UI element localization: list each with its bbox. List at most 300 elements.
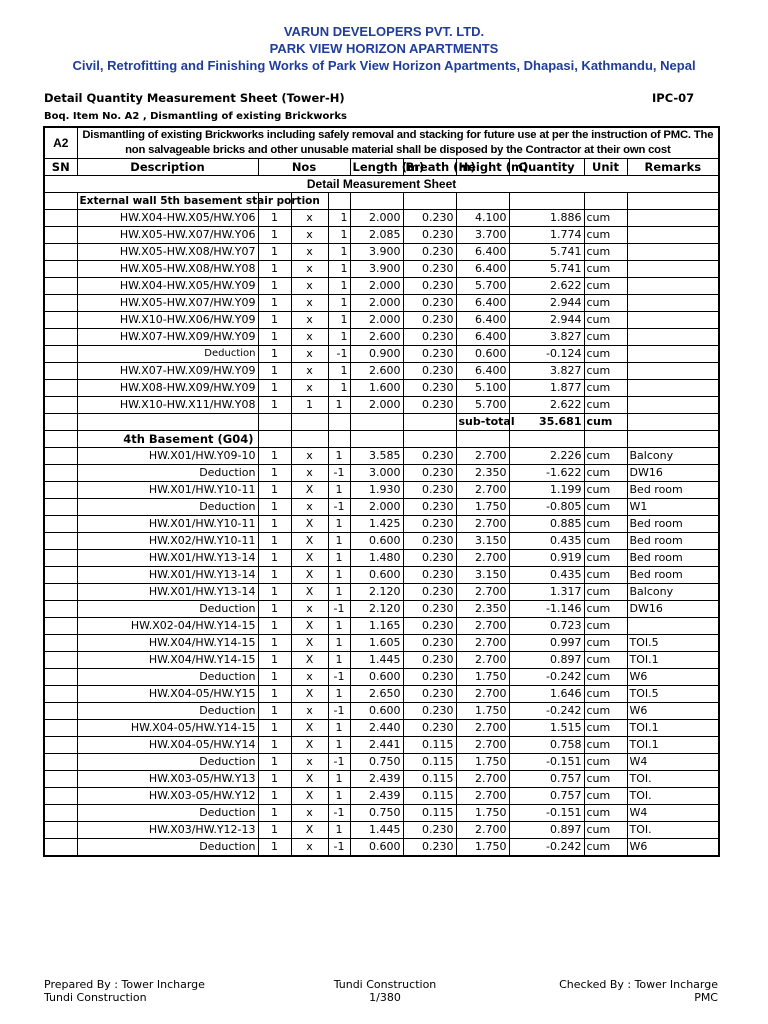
breath-value: 0.230 [403,295,456,312]
empty-cell [456,193,509,210]
nos-multiplier: 1 [328,329,350,346]
table-row [44,839,719,857]
nos-operator: X [291,618,328,635]
quantity-value: 0.757 [509,788,584,805]
col-unit: Unit [584,159,627,176]
company-name: VARUN DEVELOPERS PVT. LTD. [283,24,485,39]
breath-value: 0.230 [403,652,456,669]
table-row [44,686,719,703]
nos-count: 1 [258,465,291,482]
table-row [44,788,719,805]
row-description: Deduction [77,669,258,686]
unit-value: cum [584,278,627,295]
nos-multiplier: 1 [328,482,350,499]
quantity-value: 0.757 [509,771,584,788]
nos-count: 1 [258,754,291,771]
quantity-value: 3.827 [509,363,584,380]
breath-value: 0.115 [403,788,456,805]
nos-operator: X [291,737,328,754]
nos-multiplier: -1 [328,669,350,686]
length-value: 2.600 [350,329,403,346]
length-value: 1.165 [350,618,403,635]
checked-by: Checked By : Tower Incharge [559,978,718,991]
table-row [44,448,719,465]
length-value: 1.425 [350,516,403,533]
breath-value: 0.230 [403,516,456,533]
breath-value: 0.230 [403,363,456,380]
quantity-value: 0.435 [509,567,584,584]
table-row [44,720,719,737]
breath-value: 0.230 [403,278,456,295]
sn-cell [44,329,77,346]
height-value: 5.700 [456,278,509,295]
row-description: HW.X04-05/HW.Y14 [77,737,258,754]
nos-count: 1 [258,669,291,686]
nos-operator: x [291,346,328,363]
breath-value: 0.230 [403,567,456,584]
breath-value: 0.230 [403,380,456,397]
checked-by-block [540,978,718,1004]
quantity-value: 1.774 [509,227,584,244]
height-value: 2.700 [456,635,509,652]
table-row [44,244,719,261]
nos-multiplier: 1 [328,210,350,227]
unit-value: cum [584,312,627,329]
unit-value: cum [584,295,627,312]
nos-operator: x [291,465,328,482]
nos-multiplier: 1 [328,516,350,533]
unit-value: cum [584,737,627,754]
height-value: 2.700 [456,652,509,669]
sn-cell [44,278,77,295]
length-value: 2.000 [350,210,403,227]
length-value: 2.000 [350,397,403,414]
nos-multiplier: 1 [328,397,350,414]
remarks-value [627,295,719,312]
row-description: Deduction [77,499,258,516]
table-row [44,346,719,363]
ipc-number: IPC-07 [652,91,695,105]
nos-operator: X [291,788,328,805]
nos-multiplier: 1 [328,567,350,584]
quantity-value: 0.885 [509,516,584,533]
table-row [44,329,719,346]
page-number: 1/380 [369,991,401,1004]
row-description: HW.X01/HW.Y13-14 [77,584,258,601]
breath-value: 0.230 [403,720,456,737]
sn-cell [44,482,77,499]
subtotal-row [44,414,719,431]
nos-multiplier: 1 [328,788,350,805]
section-title-row [44,176,719,193]
nos-count: 1 [258,822,291,839]
nos-count: 1 [258,278,291,295]
nos-multiplier: 1 [328,720,350,737]
unit-value: cum [584,550,627,567]
breath-value: 0.230 [403,635,456,652]
empty-cell [328,193,350,210]
remarks-value: TOI.1 [627,720,719,737]
height-value: 2.700 [456,720,509,737]
col-quantity: Quantity [509,159,584,176]
row-description: HW.X05-HW.X08/HW.Y08 [77,261,258,278]
length-value: 1.930 [350,482,403,499]
length-value: 2.120 [350,601,403,618]
quantity-value: 0.897 [509,822,584,839]
unit-value: cum [584,686,627,703]
height-value: 2.700 [456,737,509,754]
nos-operator: X [291,482,328,499]
empty-cell [77,414,258,431]
length-value: 0.750 [350,805,403,822]
row-description: Deduction [77,346,258,363]
row-description: HW.X04-05/HW.Y15 [77,686,258,703]
unit-value: cum [584,465,627,482]
sn-cell [44,788,77,805]
subtotal-label: sub-total [456,414,509,431]
boq-item-row [44,127,719,159]
quantity-value: 0.997 [509,635,584,652]
unit-value: cum [584,380,627,397]
length-value: 0.900 [350,346,403,363]
breath-value: 0.230 [403,584,456,601]
row-description: Deduction [77,805,258,822]
unit-value: cum [584,533,627,550]
row-description: HW.X05-HW.X07/HW.Y09 [77,295,258,312]
table-row [44,567,719,584]
nos-multiplier: 1 [328,278,350,295]
empty-cell [328,431,350,448]
row-description: HW.X01/HW.Y09-10 [77,448,258,465]
col-nos: Nos [258,159,350,176]
height-value: 2.700 [456,550,509,567]
quantity-value: 1.877 [509,380,584,397]
sn-cell [44,312,77,329]
sn-cell [44,295,77,312]
empty-cell [627,431,719,448]
empty-cell [403,193,456,210]
nos-count: 1 [258,516,291,533]
quantity-value: 5.741 [509,244,584,261]
row-description: HW.X07-HW.X09/HW.Y09 [77,329,258,346]
row-description: Deduction [77,839,258,857]
unit-value: cum [584,448,627,465]
nos-count: 1 [258,499,291,516]
sn-cell [44,227,77,244]
length-value: 2.120 [350,584,403,601]
breath-value: 0.230 [403,550,456,567]
nos-operator: x [291,278,328,295]
remarks-value: Bed room [627,550,719,567]
empty-cell [584,193,627,210]
remarks-value: W4 [627,805,719,822]
nos-count: 1 [258,346,291,363]
unit-value: cum [584,567,627,584]
nos-operator: X [291,720,328,737]
length-value: 1.480 [350,550,403,567]
height-value: 5.700 [456,397,509,414]
table-row [44,210,719,227]
unit-value: cum [584,771,627,788]
length-value: 0.600 [350,533,403,550]
table-row [44,771,719,788]
length-value: 2.439 [350,788,403,805]
sn-cell [44,380,77,397]
sn-cell [44,618,77,635]
quantity-value: 5.741 [509,261,584,278]
remarks-value: Balcony [627,584,719,601]
sn-cell [44,652,77,669]
height-value: 0.600 [456,346,509,363]
col-sn: SN [44,159,77,176]
length-value: 2.085 [350,227,403,244]
nos-count: 1 [258,227,291,244]
subtotal-quantity: 35.681 [509,414,584,431]
sn-cell [44,193,77,210]
row-description: HW.X03-05/HW.Y13 [77,771,258,788]
length-value: 2.000 [350,312,403,329]
nos-count: 1 [258,550,291,567]
empty-cell [403,414,456,431]
remarks-value [627,618,719,635]
nos-count: 1 [258,618,291,635]
table-row [44,278,719,295]
quantity-value: -0.242 [509,703,584,720]
length-value: 0.600 [350,567,403,584]
sn-cell [44,720,77,737]
unit-value: cum [584,397,627,414]
unit-value: cum [584,584,627,601]
row-description: HW.X08-HW.X09/HW.Y09 [77,380,258,397]
empty-cell [350,431,403,448]
empty-cell [258,414,291,431]
height-value: 5.100 [456,380,509,397]
height-value: 6.400 [456,329,509,346]
nos-count: 1 [258,329,291,346]
nos-operator: x [291,380,328,397]
nos-count: 1 [258,380,291,397]
prepared-by: Prepared By : Tower Incharge [44,978,205,991]
height-value: 6.400 [456,363,509,380]
breath-value: 0.230 [403,499,456,516]
unit-value: cum [584,788,627,805]
nos-count: 1 [258,805,291,822]
quantity-value: -0.242 [509,839,584,857]
subtotal-unit: cum [584,414,627,431]
remarks-value [627,261,719,278]
height-value: 2.350 [456,601,509,618]
unit-value: cum [584,329,627,346]
height-value: 4.100 [456,210,509,227]
length-value: 2.000 [350,295,403,312]
length-value: 2.441 [350,737,403,754]
breath-value: 0.230 [403,482,456,499]
quantity-value: -0.242 [509,669,584,686]
nos-count: 1 [258,601,291,618]
nos-count: 1 [258,567,291,584]
unit-value: cum [584,618,627,635]
remarks-value: Balcony [627,448,719,465]
sn-cell [44,839,77,857]
breath-value: 0.230 [403,822,456,839]
prepared-org: Tundi Construction [44,991,147,1004]
remarks-value [627,380,719,397]
nos-multiplier: -1 [328,499,350,516]
breath-value: 0.115 [403,771,456,788]
length-value: 3.900 [350,261,403,278]
nos-multiplier: -1 [328,805,350,822]
length-value: 1.445 [350,652,403,669]
length-value: 2.440 [350,720,403,737]
sn-cell [44,703,77,720]
breath-value: 0.230 [403,312,456,329]
quantity-value: 0.897 [509,652,584,669]
sn-cell [44,533,77,550]
table-row [44,533,719,550]
nos-operator: x [291,244,328,261]
breath-value: 0.230 [403,669,456,686]
remarks-value: W6 [627,839,719,857]
sn-cell [44,448,77,465]
nos-count: 1 [258,703,291,720]
nos-count: 1 [258,363,291,380]
remarks-value [627,244,719,261]
remarks-value [627,363,719,380]
nos-multiplier: 1 [328,533,350,550]
unit-value: cum [584,754,627,771]
length-value: 3.900 [350,244,403,261]
row-description: HW.X03/HW.Y12-13 [77,822,258,839]
row-description: HW.X03-05/HW.Y12 [77,788,258,805]
row-description: HW.X04-HW.X05/HW.Y06 [77,210,258,227]
height-value: 1.750 [456,669,509,686]
nos-operator: X [291,822,328,839]
row-description: HW.X04/HW.Y14-15 [77,635,258,652]
row-description: HW.X04-HW.X05/HW.Y09 [77,278,258,295]
project-name: PARK VIEW HORIZON APARTMENTS [269,41,499,56]
breath-value: 0.230 [403,686,456,703]
height-value: 2.700 [456,788,509,805]
nos-operator: X [291,533,328,550]
quantity-value: 1.317 [509,584,584,601]
length-value: 1.600 [350,380,403,397]
empty-cell [328,414,350,431]
sn-cell [44,601,77,618]
table-row [44,618,719,635]
row-description: Deduction [77,703,258,720]
col-description: Description [77,159,258,176]
nos-multiplier: 1 [328,295,350,312]
height-value: 2.700 [456,448,509,465]
remarks-value: TOI.1 [627,737,719,754]
height-value: 1.750 [456,839,509,857]
nos-multiplier: 1 [328,244,350,261]
table-row [44,584,719,601]
quantity-value: 1.886 [509,210,584,227]
height-value: 6.400 [456,295,509,312]
quantity-value: -0.151 [509,805,584,822]
height-value: 3.150 [456,567,509,584]
column-header-row [44,159,719,176]
row-description: HW.X01/HW.Y10-11 [77,516,258,533]
remarks-value [627,329,719,346]
sn-cell [44,465,77,482]
remarks-value: Bed room [627,567,719,584]
boq-item-label: Boq. Item No. A2 , Dismantling of existing Brickworks [44,111,347,122]
empty-cell [403,431,456,448]
sn-cell [44,244,77,261]
unit-value: cum [584,482,627,499]
sn-cell [44,822,77,839]
table-row [44,261,719,278]
height-value: 2.700 [456,516,509,533]
sn-cell [44,431,77,448]
remarks-value: W6 [627,703,719,720]
unit-value: cum [584,261,627,278]
unit-value: cum [584,346,627,363]
remarks-value: W4 [627,754,719,771]
remarks-value [627,346,719,363]
table-row [44,227,719,244]
sn-cell [44,686,77,703]
height-value: 6.400 [456,244,509,261]
row-description: HW.X10-HW.X11/HW.Y08 [77,397,258,414]
height-value: 1.750 [456,754,509,771]
empty-cell [584,431,627,448]
unit-value: cum [584,210,627,227]
breath-value: 0.230 [403,227,456,244]
nos-multiplier: 1 [328,227,350,244]
unit-value: cum [584,363,627,380]
quantity-value: -1.146 [509,601,584,618]
quantity-value: -0.151 [509,754,584,771]
table-row [44,635,719,652]
nos-count: 1 [258,482,291,499]
nos-operator: X [291,771,328,788]
empty-cell [44,414,77,431]
remarks-value: TOI.5 [627,635,719,652]
remarks-value: Bed room [627,516,719,533]
empty-cell [509,193,584,210]
table-row [44,822,719,839]
empty-cell [291,414,328,431]
unit-value: cum [584,244,627,261]
group-title: 4th Basement (G04) [77,431,258,448]
remarks-value: TOI. [627,822,719,839]
quantity-value: -0.805 [509,499,584,516]
nos-operator: X [291,652,328,669]
sn-cell [44,635,77,652]
breath-value: 0.230 [403,618,456,635]
row-description: HW.X07-HW.X09/HW.Y09 [77,363,258,380]
breath-value: 0.230 [403,329,456,346]
table-row [44,805,719,822]
length-value: 3.585 [350,448,403,465]
nos-operator: x [291,703,328,720]
sn-cell [44,550,77,567]
sn-cell [44,499,77,516]
empty-cell [627,414,719,431]
row-description: HW.X05-HW.X08/HW.Y07 [77,244,258,261]
checked-org: PMC [694,991,718,1004]
nos-count: 1 [258,533,291,550]
unit-value: cum [584,720,627,737]
nos-operator: x [291,295,328,312]
table-row [44,703,719,720]
height-value: 2.700 [456,584,509,601]
breath-value: 0.230 [403,703,456,720]
row-description: HW.X10-HW.X06/HW.Y09 [77,312,258,329]
